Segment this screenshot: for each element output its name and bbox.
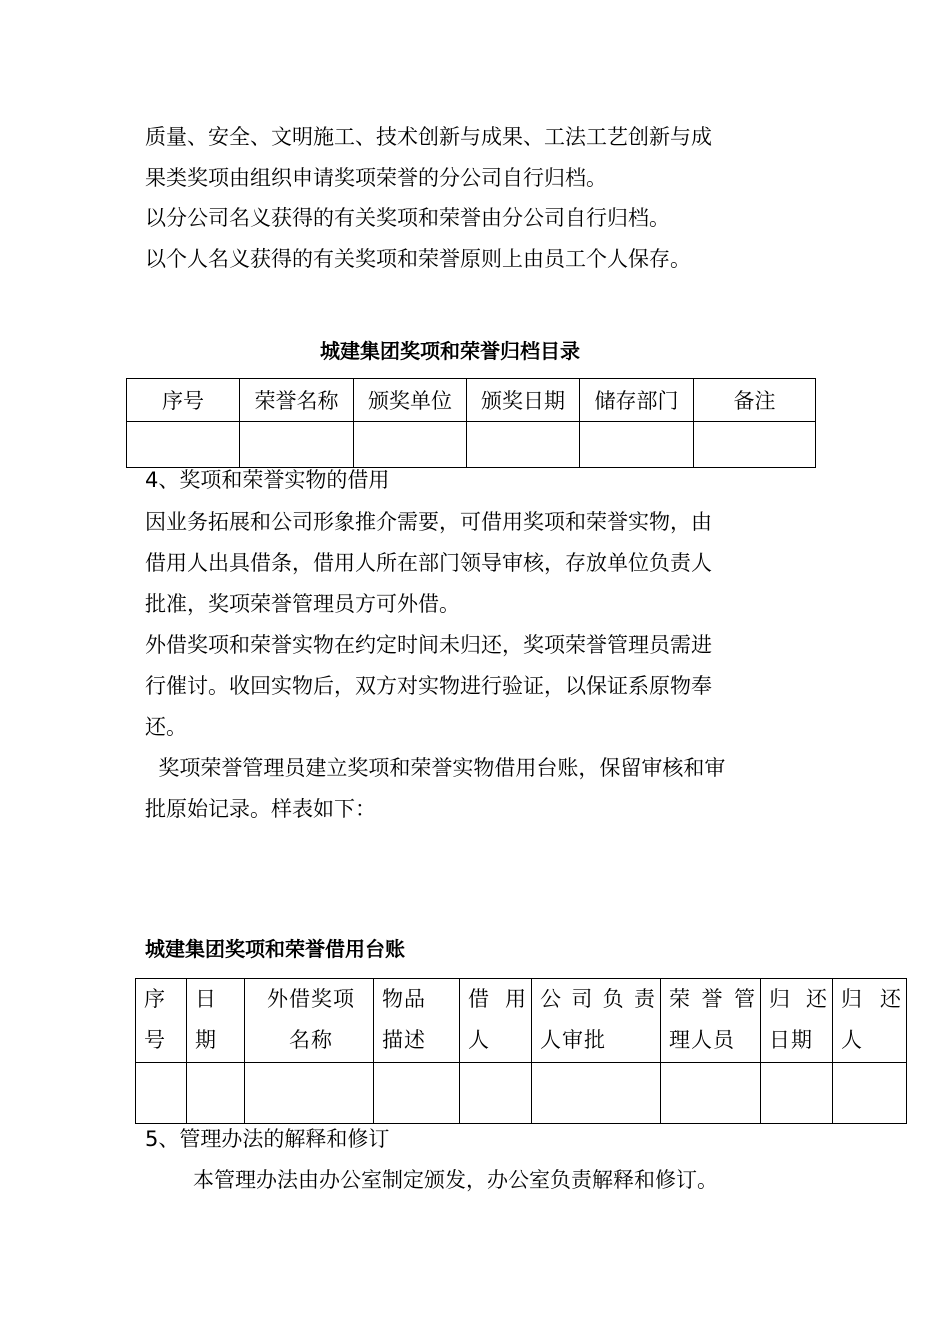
table-cell [240, 422, 354, 468]
header-cell: 储存部门 [580, 379, 694, 422]
paragraph-line: 以个人名义获得的有关奖项和荣誉原则上由员工个人保存。 [145, 247, 691, 271]
paragraph-line: 以分公司名义获得的有关奖项和荣誉由分公司自行归档。 [145, 206, 670, 230]
table-cell [460, 1063, 532, 1124]
section-5-heading: 5、管理办法的解释和修订 [145, 1127, 390, 1151]
header-cell: 外借奖项 名称 [245, 979, 374, 1063]
table-cell [245, 1063, 374, 1124]
header-cell: 荣誉管 理人员 [661, 979, 761, 1063]
header-cell: 借用 人 [460, 979, 532, 1063]
header-cell: 颁奖单位 [354, 379, 467, 422]
borrow-table-title: 城建集团奖项和荣誉借用台账 [145, 937, 405, 961]
header-cell: 颁奖日期 [467, 379, 580, 422]
table-cell [374, 1063, 460, 1124]
paragraph-line: 本管理办法由办公室制定颁发，办公室负责解释和修订。 [193, 1168, 718, 1192]
paragraph-line: 批准，奖项荣誉管理员方可外借。 [145, 592, 460, 616]
table-cell [187, 1063, 245, 1124]
header-cell: 序号 [127, 379, 240, 422]
table-row [127, 422, 816, 468]
table-cell [833, 1063, 907, 1124]
header-cell: 序 号 [136, 979, 187, 1063]
table-cell [532, 1063, 661, 1124]
table-cell [127, 422, 240, 468]
paragraph-line: 借用人出具借条，借用人所在部门领导审核，存放单位负责人 [145, 551, 712, 575]
section-4-heading: 4、奖项和荣誉实物的借用 [145, 468, 390, 492]
table-cell [136, 1063, 187, 1124]
paragraph-line: 因业务拓展和公司形象推介需要，可借用奖项和荣誉实物，由 [145, 510, 712, 534]
table-header-row [136, 979, 907, 1063]
header-cell: 归还 日期 [761, 979, 833, 1063]
table-cell [761, 1063, 833, 1124]
paragraph-line: 行催讨。收回实物后，双方对实物进行验证，以保证系原物奉 [145, 674, 712, 698]
paragraph-line: 奖项荣誉管理员建立奖项和荣誉实物借用台账，保留审核和审 [145, 756, 726, 780]
header-cell: 备注 [694, 379, 816, 422]
table-cell [661, 1063, 761, 1124]
header-cell: 荣誉名称 [240, 379, 354, 422]
header-cell: 物品 描述 [374, 979, 460, 1063]
header-cell: 日 期 [187, 979, 245, 1063]
header-cell: 公司负责 人审批 [532, 979, 661, 1063]
table-cell [694, 422, 816, 468]
paragraph-line: 外借奖项和荣誉实物在约定时间未归还，奖项荣誉管理员需进 [145, 633, 712, 657]
table-cell [580, 422, 694, 468]
paragraph-line: 质量、安全、文明施工、技术创新与成果、工法工艺创新与成 [145, 125, 712, 149]
paragraph-line: 果类奖项由组织申请奖项荣誉的分公司自行归档。 [145, 166, 607, 190]
table-cell [467, 422, 580, 468]
table-row [136, 1063, 907, 1124]
table-header-row [127, 379, 816, 422]
borrow-table [135, 978, 907, 1124]
header-cell: 归还 人 [833, 979, 907, 1063]
archive-table-title: 城建集团奖项和荣誉归档目录 [320, 339, 580, 363]
archive-table [126, 378, 816, 468]
paragraph-line: 还。 [145, 715, 187, 739]
paragraph-line: 批原始记录。样表如下： [145, 797, 376, 821]
table-cell [354, 422, 467, 468]
